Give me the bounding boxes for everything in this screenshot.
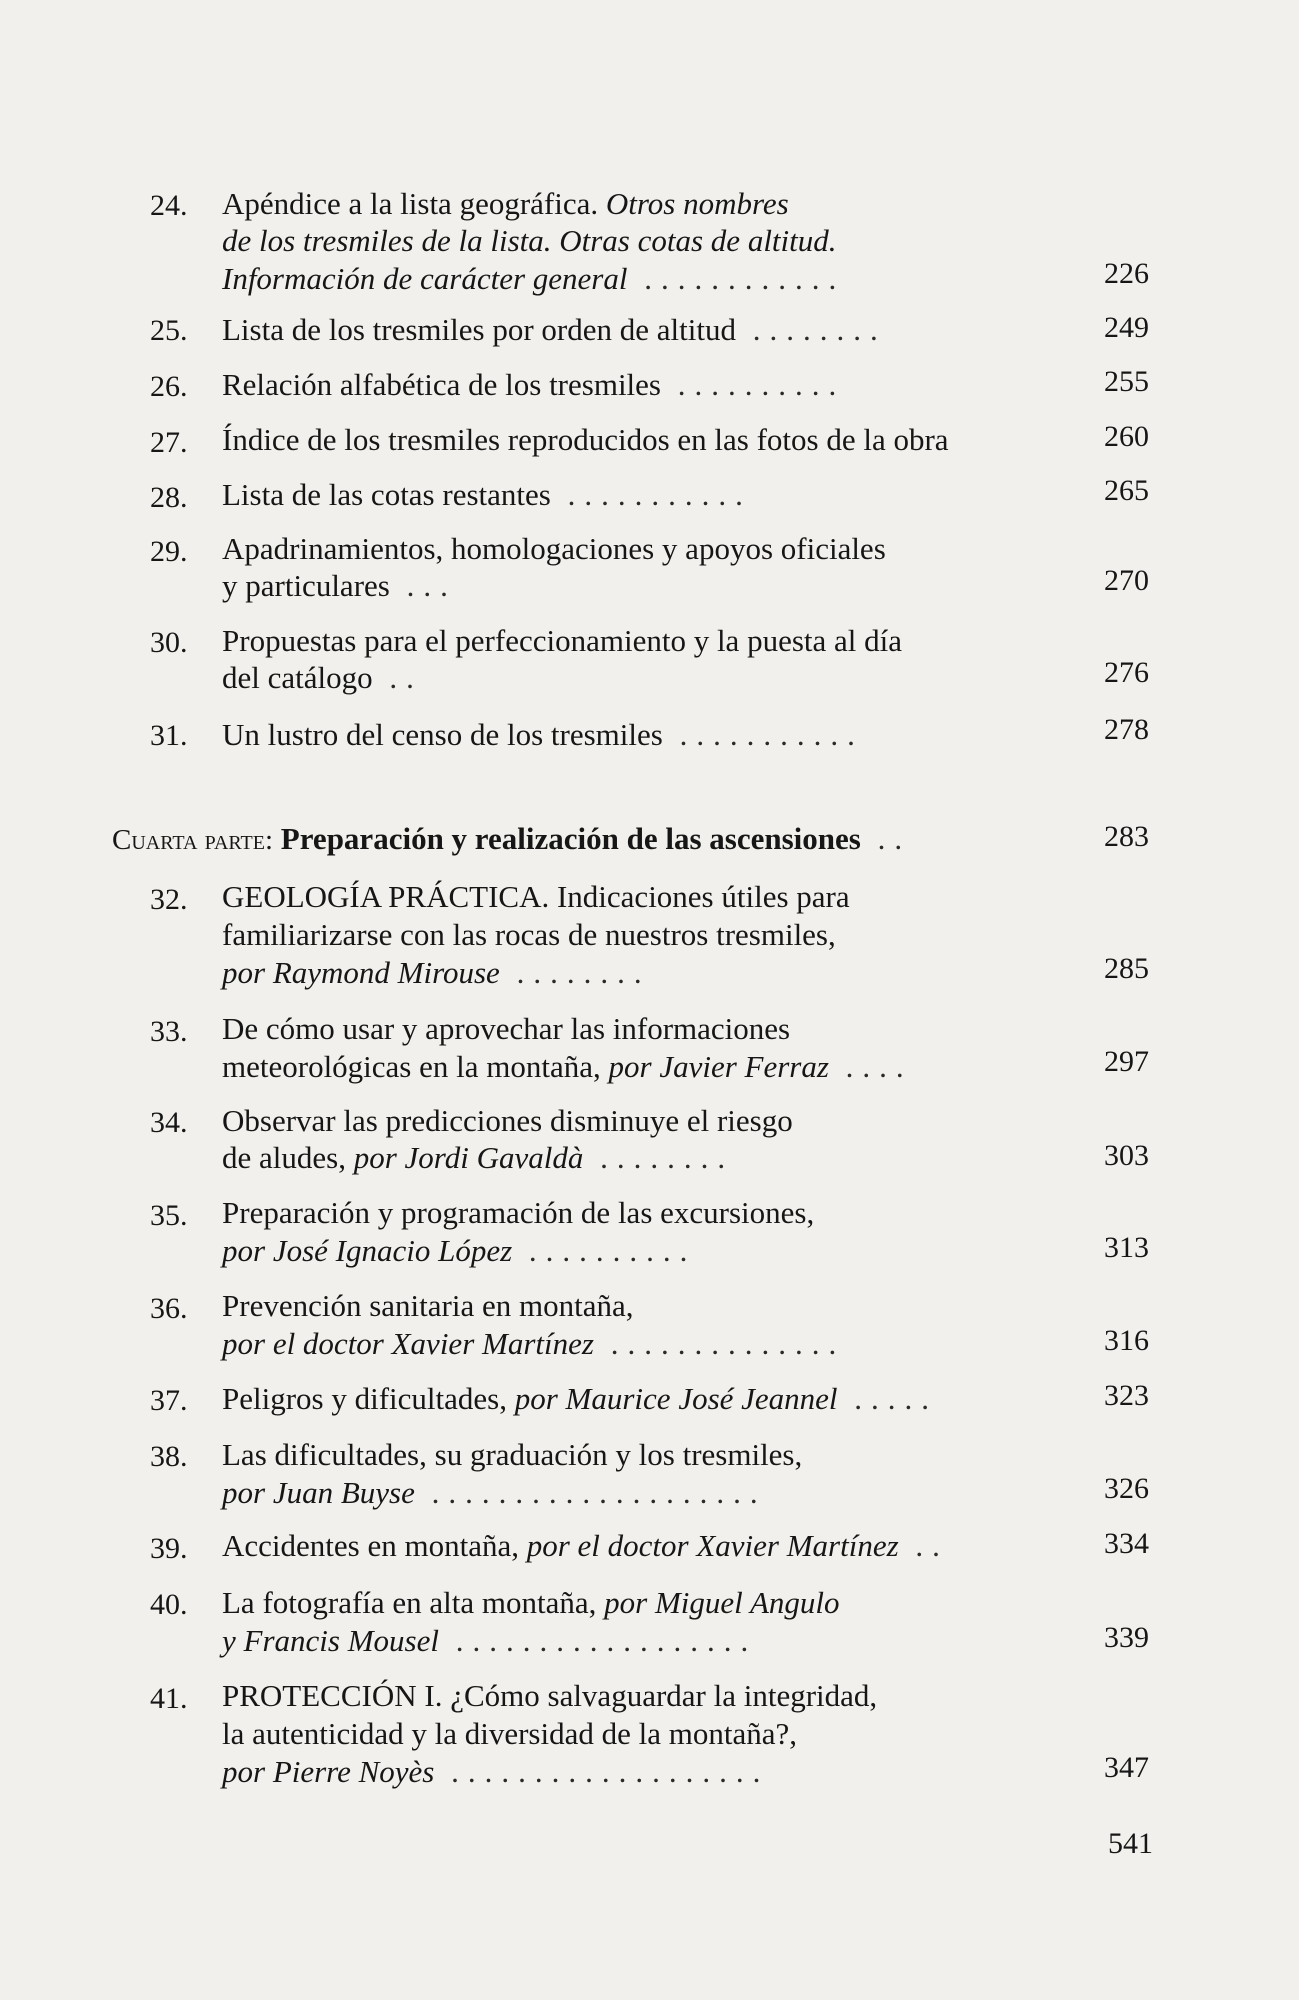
entry-title-line: Lista de las cotas restantes ...........	[222, 477, 752, 512]
entry-page-number: 326	[1104, 1472, 1149, 1505]
entry-number: 33.	[150, 1015, 188, 1048]
entry-number: 38.	[150, 1440, 188, 1473]
entry-title-line: por el doctor Xavier Martínez ..............	[222, 1326, 846, 1361]
entry-title-line: Peligros y dificultades, por Maurice José Jeannel .....	[222, 1381, 939, 1416]
entry-title-line: Apéndice a la lista geográfica. Otros nombres	[222, 186, 789, 221]
entry-title-line: Relación alfabética de los tresmiles ..........	[222, 367, 846, 402]
entry-page-number: 226	[1104, 257, 1149, 290]
entry-page-number: 260	[1104, 420, 1149, 453]
entry-title-line: La fotografía en alta montaña, por Miguel Angulo	[222, 1585, 840, 1620]
entry-number: 39.	[150, 1532, 188, 1565]
section-page-number: 283	[1104, 820, 1149, 853]
entry-title-line: De cómo usar y aprovechar las informaciones	[222, 1011, 791, 1046]
section-title: Preparación y realización de las ascensiones	[280, 821, 861, 856]
entry-page-number: 339	[1104, 1621, 1149, 1654]
entry-title-line: Observar las predicciones disminuye el riesgo	[222, 1103, 793, 1138]
entry-number: 36.	[150, 1292, 188, 1325]
entry-title-line: por Pierre Noyès ...................	[222, 1754, 770, 1789]
entry-page-number: 334	[1104, 1527, 1149, 1560]
entry-page-number: 255	[1104, 365, 1149, 398]
entry-page-number: 249	[1104, 311, 1149, 344]
entry-number: 34.	[150, 1106, 188, 1139]
toc-page: 24. Apéndice a la lista geográfica. Otros nombres de los tresmiles de la lista. Otras cotas de altitud. Información de carácter general ............ 226 25. Lista de los tresmiles por orden de altitud ........ 249 26. Relación alfabética de los tresmiles .......... 255 27. Índice de los tresmiles reproducidos en las fotos de la obra 260 28. Lista de las cotas restantes ........... 265 29. Apadrinamientos, homologaciones y apoyos oficiales y particulares ... 270 30. Propuestas para el perfeccionamiento y la puesta al día del catálogo .. 276 31. Un lustro del censo de los tresmiles ........... 278 Cuarta parte: Preparación y realización de las ascensiones .. 283 32. GEOLOGÍA PRÁCTICA. Indicaciones útiles para familiarizarse con las rocas de nuestros tresmiles, por Raymond Mirouse ........ 285 33. De cómo usar y aprovechar las informaciones meteorológicas en la montaña, por Javier Ferraz .... 297 34. Observar las predicciones disminuye el riesgo de aludes, por Jordi Gavaldà ........ 303 35. Preparación y programación de las excursiones, por José Ignacio López .......... 313 36. Prevención sanitaria en montaña, por el doctor Xavier Martínez .............. 316 37. Peligros y dificultades, por Maurice José Jeannel ..... 323 38. Las dificultades, su graduación y los tresmiles, por Juan Buyse .................... 326 39. Accidentes en montaña, por el doctor Xavier Martínez .. 334 40. La fotografía en alta montaña, por Miguel Angulo y Francis Mousel .................. 339 41. PROTECCIÓN I. ¿Cómo salvaguardar la integridad, la autenticidad y la diversidad de la montaña?, por Pierre Noyès ................... 347 541	[0, 0, 1299, 2000]
entry-page-number: 265	[1104, 474, 1149, 507]
entry-title-line: Propuestas para el perfeccionamiento y la puesta al día	[222, 623, 903, 658]
entry-page-number: 270	[1104, 564, 1149, 597]
entry-number: 27.	[150, 426, 188, 459]
entry-title-line: Información de carácter general ............	[222, 261, 846, 296]
entry-number: 26.	[150, 370, 188, 403]
entry-title-line: del catálogo ..	[222, 660, 423, 695]
entry-title-line: meteorológicas en la montaña, por Javier Ferraz ....	[222, 1049, 913, 1084]
entry-title-line: por Juan Buyse ....................	[222, 1475, 767, 1510]
entry-title-line: y Francis Mousel ..................	[222, 1623, 758, 1658]
entry-number: 24.	[150, 189, 188, 222]
entry-page-number: 313	[1104, 1231, 1149, 1264]
entry-title-line: Preparación y programación de las excursiones,	[222, 1195, 815, 1230]
entry-title-line: PROTECCIÓN I. ¿Cómo salvaguardar la integridad,	[222, 1678, 878, 1713]
entry-title-line: familiarizarse con las rocas de nuestros tresmiles,	[222, 917, 836, 952]
entry-number: 37.	[150, 1384, 188, 1417]
entry-title-line: Índice de los tresmiles reproducidos en las fotos de la obra	[222, 422, 949, 457]
entry-page-number: 276	[1104, 656, 1149, 689]
entry-title-line: Un lustro del censo de los tresmiles ...........	[222, 717, 864, 752]
entry-number: 41.	[150, 1682, 188, 1715]
folio-page-number: 541	[1108, 1827, 1153, 1860]
entry-page-number: 347	[1104, 1751, 1149, 1784]
entry-title-line: por José Ignacio López ..........	[222, 1233, 697, 1268]
entry-page-number: 278	[1104, 713, 1149, 746]
entry-number: 25.	[150, 314, 188, 347]
entry-title-line: Accidentes en montaña, por el doctor Xavier Martínez ..	[222, 1528, 949, 1563]
entry-number: 28.	[150, 481, 188, 514]
entry-number: 29.	[150, 535, 188, 568]
entry-title-line: Lista de los tresmiles por orden de altitud ........	[222, 312, 887, 347]
entry-page-number: 316	[1104, 1324, 1149, 1357]
entry-page-number: 285	[1104, 952, 1149, 985]
entry-page-number: 323	[1104, 1379, 1149, 1412]
entry-number: 30.	[150, 626, 188, 659]
entry-title-line: por Raymond Mirouse ........	[222, 955, 651, 990]
entry-title-line: y particulares ...	[222, 568, 457, 603]
entry-title-line: de aludes, por Jordi Gavaldà ........	[222, 1140, 735, 1175]
entry-title-line: Prevención sanitaria en montaña,	[222, 1288, 634, 1323]
entry-page-number: 297	[1104, 1045, 1149, 1078]
entry-number: 31.	[150, 719, 188, 752]
entry-number: 40.	[150, 1588, 188, 1621]
entry-title-line: GEOLOGÍA PRÁCTICA. Indicaciones útiles para	[222, 879, 850, 914]
entry-title-line: Las dificultades, su graduación y los tresmiles,	[222, 1437, 803, 1472]
entry-title-line: Apadrinamientos, homologaciones y apoyos oficiales	[222, 531, 886, 566]
entry-number: 32.	[150, 883, 188, 916]
entry-title-line: la autenticidad y la diversidad de la montaña?,	[222, 1716, 797, 1751]
entry-title-line: de los tresmiles de la lista. Otras cotas de altitud.	[222, 223, 837, 258]
entry-number: 35.	[150, 1199, 188, 1232]
entry-page-number: 303	[1104, 1139, 1149, 1172]
section-label: Cuarta parte:	[112, 824, 274, 856]
